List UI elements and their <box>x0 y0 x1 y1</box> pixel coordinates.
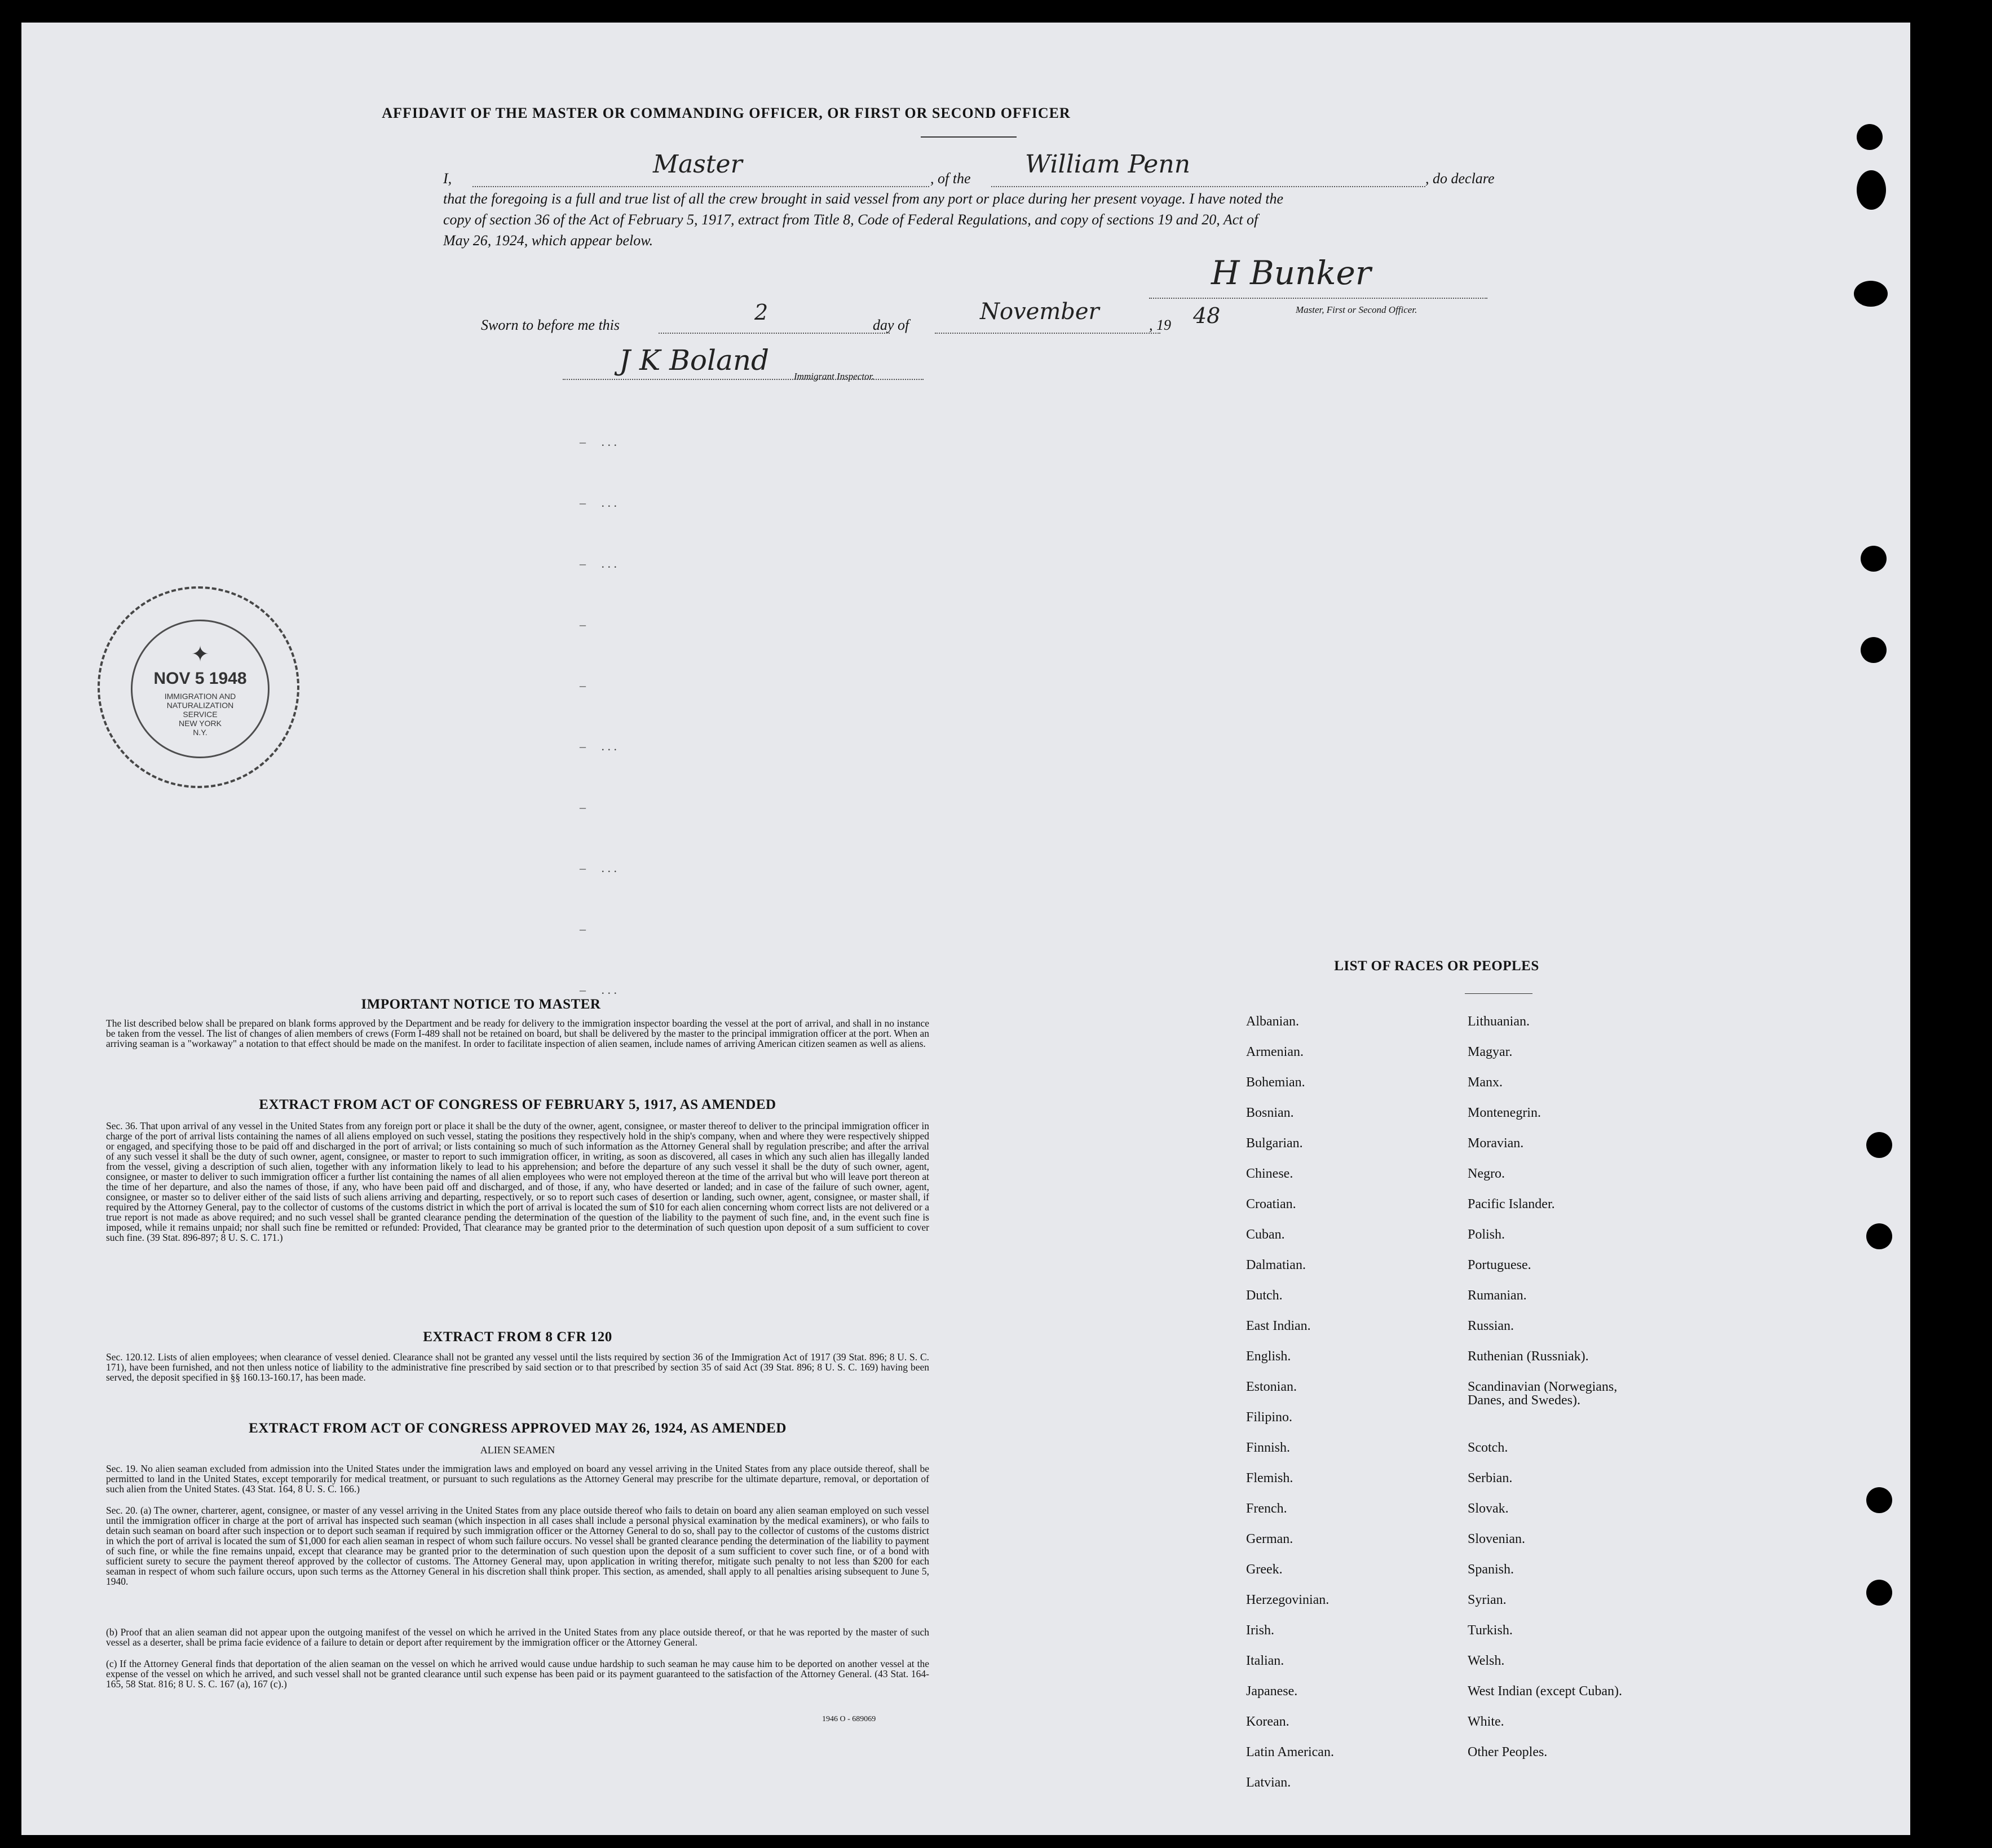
race-item: Latvian. <box>1246 1775 1291 1790</box>
decl-line-3: copy of section 36 of the Act of February 5, 1917, extract from Title 8, Code of Federal Regulations, and copy of sections 19 and 20, Act of <box>443 211 1258 228</box>
race-item: Chinese. <box>1246 1166 1293 1181</box>
extract-cfr-text: Sec. 120.12. Lists of alien employees; when clearance of vessel denied. Clearance shall not be granted any vessel until the lists required by section 36 of the Immigration Act of 1917 (39 Stat. 896; 8 U. S. C. 171), have been furnished, and not then unless notice of liability to the administrative fine prescribed by said section or to that prescribed by section 35 of said Act (39 Stat. 896; 8 U. S. C. 169) having been served, the deposit specified in §§ 160.13-160.17, has been made. <box>106 1351 929 1383</box>
vessel-handwritten: William Penn <box>1025 150 1191 179</box>
race-item: Spanish. <box>1468 1562 1514 1577</box>
binder-hole <box>1866 1580 1892 1606</box>
extract-1917-heading: EXTRACT FROM ACT OF CONGRESS OF FEBRUARY 5, 1917, AS AMENDED <box>259 1097 776 1112</box>
decl-line-2: that the foregoing is a full and true list of all the crew brought in said vessel from any port or place during her present voyage. I have noted the <box>443 191 1283 207</box>
race-item: Dalmatian. <box>1246 1258 1306 1272</box>
decl-line-4: May 26, 1924, which appear below. <box>443 232 653 249</box>
race-item: Pacific Islander. <box>1468 1197 1555 1212</box>
race-item: Cuban. <box>1246 1227 1285 1242</box>
signer-caption: Master, First or Second Officer. <box>1296 304 1417 315</box>
races-column-1 <box>1246 1006 1472 1798</box>
decl-of-the: , of the <box>930 170 971 187</box>
race-item: Japanese. <box>1246 1684 1298 1699</box>
race-item: Turkish. <box>1468 1623 1513 1638</box>
races-underline <box>1465 993 1532 994</box>
race-item: Korean. <box>1246 1714 1289 1729</box>
sec-20c-text: (c) If the Attorney General finds that deportation of the alien seaman on the vessel on which he arrived would cause undue hardship to such seaman he may cause him to be deported on another vessel at the expense of the vessel on which he arrived, and such vessel shall not be granted clearance until such expense has been paid or its payment guaranteed to the satisfaction of the Attorney General. (43 Stat. 164-165, 58 Stat. 816; 8 U. S. C. 167 (a), 167 (c).) <box>106 1658 929 1690</box>
stamp-center <box>131 620 270 758</box>
extract-1924-heading: EXTRACT FROM ACT OF CONGRESS APPROVED MAY 26, 1924, AS AMENDED <box>249 1421 787 1436</box>
race-item: Lithuanian. <box>1468 1014 1530 1029</box>
race-item: Greek. <box>1246 1562 1283 1577</box>
sec-20b-text: (b) Proof that an alien seaman did not appear upon the outgoing manifest of the vessel on which he arrived in the United States from any place outside thereof, or that he was reported by the master of such vessel as a deserter, shall be prima facie evidence of a failure to detain or deport after requirement by the immigration officer or the Attorney General. <box>106 1626 929 1648</box>
race-item: Polish. <box>1468 1227 1505 1242</box>
race-item: Latin American. <box>1246 1745 1334 1759</box>
month-handwritten: November <box>980 299 1099 325</box>
race-item: Dutch. <box>1246 1288 1283 1303</box>
race-item: Other Peoples. <box>1468 1745 1548 1759</box>
race-item: Ruthenian (Russniak). <box>1468 1349 1589 1364</box>
alien-seamen-subheading: ALIEN SEAMEN <box>480 1444 555 1456</box>
race-item: Welsh. <box>1468 1654 1505 1668</box>
race-item: Armenian. <box>1246 1045 1304 1059</box>
race-item: Italian. <box>1246 1654 1284 1668</box>
race-item: Manx. <box>1468 1075 1503 1090</box>
race-item: East Indian. <box>1246 1319 1311 1333</box>
binder-hole <box>1866 1223 1892 1249</box>
race-item: Herzegovinian. <box>1246 1593 1330 1607</box>
day-line <box>659 333 890 334</box>
month-line <box>935 333 1160 334</box>
binder-hole <box>1861 546 1887 572</box>
race-item: Serbian. <box>1468 1471 1513 1486</box>
race-item: Irish. <box>1246 1623 1274 1638</box>
race-item: Estonian. <box>1246 1380 1297 1394</box>
stamp-text: IMMIGRATION AND NATURALIZATION SERVICE NEW YORK N.Y. <box>164 692 236 737</box>
race-item: Filipino. <box>1246 1410 1293 1425</box>
extract-1917-text: Sec. 36. That upon arrival of any vessel in the United States from any foreign port or place it shall be the duty of the owner, agent, consignee, or master thereof to deliver to the principal immigration officer in charge of the port of arrival lists containing the names of all aliens employed on such vessel, stating the positions they respectively hold in the ship's company, when and where they were respectively shipped or engaged, and specifying those to be paid off and discharged in the port of arrival; or lists containing so much of such information as the Attorney General shall by regulation prescribe; and after the arrival of any such vessel it shall be the duty of such owner, agent, consignee, or master to report to such immigration officer, in writing, as soon as discovered, all cases in which any such alien has illegally landed from the vessel, giving a description of such alien, together with any information likely to lead to his apprehension; and before the departure of any such vessel it shall be the duty of such owner, agent, consignee, or master to deliver to such immigration officer a further list containing the names of all alien employees who were not employed thereon at the time of the arrival but who will leave port thereon at the time of her departure, and also the names of those, if any, who have been paid off and discharged, and of those, if any, who have deserted or landed; and in case of the failure of such owner, agent, consignee, or master so to deliver either of the said lists of such aliens arriving and departing, respectively, or so to report such cases of desertion or landing, such owner, agent, consignee, or master shall, if required by the Attorney General, pay to the collector of customs of the customs district in which the port of arrival is located the sum of $10 for each alien concerning whom correct lists are not delivered or a true report is not made as above required; and no such vessel shall be granted clearance pending the determination of the question of the liability to the payment of such fine, and, in the event such fine is imposed, while it remains unpaid; nor shall such fine be remitted or refunded: Provided, That clearance may be granted prior to the determination of such question upon deposit of a sum sufficient to cover such fine. (39 Stat. 896-897; 8 U. S. C. 171.) <box>106 1120 929 1243</box>
binder-hole <box>1854 281 1888 307</box>
document-page <box>21 23 1910 1835</box>
vessel-line <box>991 186 1425 187</box>
sworn-prefix: Sworn to before me this <box>481 317 620 333</box>
immigration-date-stamp <box>98 586 299 788</box>
race-item: Bulgarian. <box>1246 1136 1303 1151</box>
year-handwritten: 48 <box>1193 303 1221 328</box>
race-item: Portuguese. <box>1468 1258 1531 1272</box>
race-item: Croatian. <box>1246 1197 1296 1212</box>
race-item: West Indian (except Cuban). <box>1468 1684 1622 1699</box>
inspector-signature: J K Boland <box>619 344 770 377</box>
signature-line <box>1149 298 1487 299</box>
title-underline <box>921 136 1017 138</box>
race-item: Montenegrin. <box>1468 1106 1541 1120</box>
binder-hole <box>1857 124 1883 150</box>
race-item: English. <box>1246 1349 1291 1364</box>
extract-cfr-heading: EXTRACT FROM 8 CFR 120 <box>423 1329 612 1345</box>
race-item: German. <box>1246 1532 1293 1546</box>
race-item: Rumanian. <box>1468 1288 1527 1303</box>
eagle-icon: ✦ <box>191 643 209 666</box>
race-item: Moravian. <box>1468 1136 1524 1151</box>
races-heading: LIST OF RACES OR PEOPLES <box>1334 958 1539 974</box>
race-item: Negro. <box>1468 1166 1505 1181</box>
race-item: Bosnian. <box>1246 1106 1294 1120</box>
year-prefix: , 19 <box>1149 317 1171 333</box>
master-signature: H Bunker <box>1211 254 1371 292</box>
affidavit-title: AFFIDAVIT OF THE MASTER OR COMMANDING OFFICER, OR FIRST OR SECOND OFFICER <box>382 105 1071 121</box>
race-item: Bohemian. <box>1246 1075 1305 1090</box>
race-item: Scotch. <box>1468 1440 1508 1455</box>
faint-column-marks: – . . . – . . . – . . . – – – . . . – – . . . – – . . . <box>580 435 617 997</box>
decl-prefix: I, <box>443 170 452 187</box>
sec-19-text: Sec. 19. No alien seaman excluded from admission into the United States under the immigration laws and employed on board any vessel arriving in the United States from any place outside thereof, shall be permitted to land in the United States, except temporarily for medical treatment, or pursuant to such regulations as the Attorney General may prescribe for the ultimate departure, removal, or deportation of such alien from the United States. (43 Stat. 164, 8 U. S. C. 166.) <box>106 1463 929 1495</box>
name-line <box>472 186 929 187</box>
notice-text: The list described below shall be prepared on blank forms approved by the Department and be ready for delivery to the immigration inspector boarding the vessel at the port of arrival, and shall in no instance be taken from the vessel. The list of changes of alien members of crews (Form I-489 shall not be retained on board, but shall be delivered by the master to the principal immigration officer at the port. When an arriving seaman is a "workaway" a notation to that effect should be made on the manifest. In order to facilitate inspection of alien seamen, include names of arriving American citizen seamen as well as aliens. <box>106 1018 929 1049</box>
race-item: Syrian. <box>1468 1593 1507 1607</box>
day-of-label: day of <box>873 317 909 333</box>
binder-hole <box>1866 1132 1892 1158</box>
race-item: Russian. <box>1468 1319 1514 1333</box>
race-item: Albanian. <box>1246 1014 1299 1029</box>
sec-20a-text: Sec. 20. (a) The owner, charterer, agent, consignee, or master of any vessel arriving in the United States from any place outside thereof who fails to detain on board any alien seaman employed on such vessel until the immigration officer in charge at the port of arrival has inspected such seaman (which inspection in all cases shall include a personal physical examination by the medical examiners), or who fails to detain such seaman on board after such inspection or to deport such seaman if required by such immigration officer or the Attorney General to do so, shall pay to the collector of customs of the customs district in which the port of arrival is located the sum of $1,000 for each alien seaman in respect of whom such failure occurs. No vessel shall be granted clearance pending the determination of the liability to payment of such fine, or while the fine remains unpaid, except that clearance may be granted prior to the determination of such question upon the deposit of a sum sufficient to cover such fine, or of a bond with sufficient surety to secure the payment thereof approved by the collector of customs. The Attorney General may, upon application in writing therefor, mitigate such penalty to not less than $200 for each seaman in respect of whom such failure occurs, upon such terms as the Attorney General in his discretion shall think proper. This section, as amended, shall apply to all penalties arising subsequent to June 5, 1940. <box>106 1505 929 1587</box>
decl-do-declare: , do declare <box>1425 170 1495 187</box>
races-column-2 <box>1468 1006 1750 1767</box>
inspector-caption: Immigrant Inspector. <box>794 371 874 382</box>
name-handwritten: Master <box>653 150 743 179</box>
binder-hole <box>1857 170 1886 210</box>
race-item: White. <box>1468 1714 1504 1729</box>
race-item: Finnish. <box>1246 1440 1291 1455</box>
stamp-date: NOV 5 1948 <box>153 669 247 688</box>
race-item: Slovak. <box>1468 1501 1509 1516</box>
day-handwritten: 2 <box>754 300 768 325</box>
notice-heading: IMPORTANT NOTICE TO MASTER <box>361 997 601 1012</box>
print-code: 1946 O - 689069 <box>822 1715 876 1723</box>
race-item: Flemish. <box>1246 1471 1293 1486</box>
binder-hole <box>1861 637 1887 663</box>
race-item: Scandinavian (Norwegians, Danes, and Swedes). <box>1468 1380 1618 1408</box>
race-item: Slovenian. <box>1468 1532 1525 1546</box>
binder-hole <box>1866 1487 1892 1513</box>
race-item: French. <box>1246 1501 1287 1516</box>
race-item: Magyar. <box>1468 1045 1513 1059</box>
